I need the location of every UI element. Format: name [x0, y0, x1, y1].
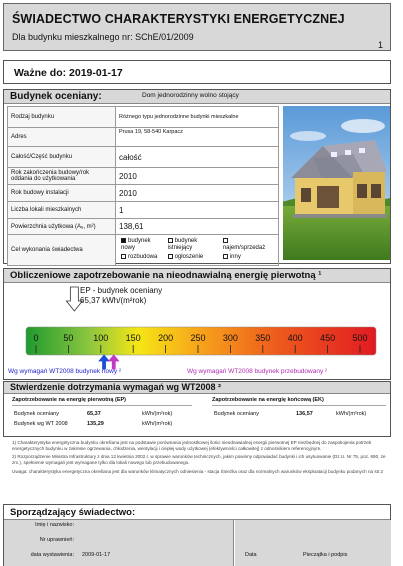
- ep-label-line1: EP - budynek oceniany: [80, 286, 163, 295]
- scale-tick-label: 300: [222, 333, 238, 343]
- wt-new-label: Wg wymagań WT2008 budynek nowy ²: [8, 368, 122, 375]
- purpose-option[interactable]: budynek nowy: [121, 238, 151, 252]
- scale-tick-label: 100: [93, 333, 109, 343]
- ek-column: [212, 395, 386, 419]
- row-value: 1: [116, 202, 279, 219]
- row-key: Rok zakończenia budowy/rok oddania do użytkowania: [8, 168, 116, 185]
- row-key: Liczba lokali mieszkalnych: [8, 202, 116, 219]
- scale-tick-label: 0: [33, 333, 39, 343]
- validity-box: [3, 60, 391, 84]
- author-date-value: 2009-01-17: [82, 552, 111, 558]
- row-key: Cel wykonania świadectwa: [8, 235, 116, 266]
- checkbox-icon: [223, 238, 228, 243]
- scale-tick-label: 250: [190, 333, 206, 343]
- row-key: Rok budowy instalacji: [8, 185, 116, 202]
- primary-energy-title: Obliczeniowe zapotrzebowanie na nieodnawialną energię pierwotną ¹: [10, 270, 322, 281]
- scale-tick-label: 200: [158, 333, 174, 343]
- author-section: [3, 504, 391, 566]
- ep-column-title: Zapotrzebowanie na energię pierwotną (EP): [12, 395, 192, 406]
- table-row: Budynek wg WT 2008 135,29 kWh/(m²rok): [14, 421, 173, 427]
- row-value: 2010: [116, 168, 279, 185]
- wt-arrows: [99, 355, 119, 369]
- table-row: [8, 128, 279, 147]
- table-row: Budynek oceniany 65,37 kWh/(m²rok): [14, 411, 173, 417]
- row-value: całość: [116, 147, 279, 168]
- primary-energy-section: [3, 268, 391, 380]
- scale-tick-label: 50: [63, 333, 74, 343]
- table-row: [8, 147, 279, 168]
- signature-stamp-label: Pieczątka i podpis: [303, 552, 348, 558]
- scale-tick-label: 150: [125, 333, 141, 343]
- row-key: Adres: [8, 128, 116, 147]
- footnotes: [12, 440, 390, 478]
- footnote: 2) Rozporządzenie Ministra Infrastruktury z dnia 12 kwietnia 2002 r. w sprawie warunków technicznych, jakim powinny odpowiadać budynki i ich usytuowanie (Dz.U. Nr 75, poz. 690, ze zm.), spełnienie wymagań jest wymagane tylko dla lokali nowego lub przebudowanego.: [12, 454, 386, 466]
- table-row: Budynek oceniany 136,57 kWh/(m²rok): [214, 411, 367, 417]
- row-value: Prusa 19, 58-540 Karpacz: [116, 128, 279, 147]
- scale-tick-label: 350: [255, 333, 271, 343]
- table-row: [8, 168, 279, 185]
- row-value: Różnego typu jednorodzinne budynki mieszkalne: [116, 107, 279, 128]
- building-type: Dom jednorodzinny wolno stojący: [142, 92, 239, 99]
- author-name-label: Imię i nazwisko:: [35, 522, 74, 528]
- scale-tick-label: 500: [352, 333, 368, 343]
- purpose-option[interactable]: inny: [223, 254, 273, 261]
- purpose-option[interactable]: ogłoszenie: [168, 254, 221, 261]
- ep-building-label: [80, 286, 162, 305]
- purpose-option[interactable]: najem/sprzedaż: [223, 238, 273, 252]
- purpose-options: [116, 235, 279, 266]
- table-row: [8, 219, 279, 235]
- row-value: 138,61: [116, 219, 279, 235]
- primary-energy-header: [4, 269, 390, 283]
- checkbox-checked-icon: [121, 238, 126, 243]
- compliance-title: Stwierdzenie dotrzymania wymagań wg WT2008 ²: [10, 382, 222, 392]
- author-details: [4, 520, 234, 566]
- signature-date-label: Data: [245, 552, 257, 558]
- table-row: [8, 107, 279, 128]
- row-key: Rodzaj budynku: [8, 107, 116, 128]
- checkbox-icon: [223, 254, 228, 259]
- ep-column: [12, 395, 192, 429]
- building-title: Budynek oceniany:: [10, 91, 102, 102]
- ep-label-line2: 65,37 kWh/(m²rok): [80, 295, 147, 305]
- author-permit-label: Nr uprawnień:: [39, 537, 74, 543]
- table-row: [8, 185, 279, 202]
- purpose-option[interactable]: budynek istniejący: [167, 238, 198, 252]
- checkbox-icon: [168, 254, 173, 259]
- page-title: ŚWIADECTWO CHARAKTERYSTYKI ENERGETYCZNEJ: [12, 12, 345, 26]
- validity-date: Ważne do: 2019-01-17: [14, 67, 123, 79]
- building-table: [7, 106, 279, 266]
- footnote: Uwaga: charakterystyka energetyczna określana jest dla warunków klimatycznych odniesienia - stacja Śnieżka oraz dla normalnych warunków eksploatacji budynku podanych na str.2: [12, 468, 384, 474]
- author-date-label: data wystawienia:: [30, 552, 74, 558]
- row-value: 2010: [116, 185, 279, 202]
- ek-column-title: Zapotrzebowanie na energię końcową (EK): [212, 395, 386, 406]
- scale-tick-label: 400: [287, 333, 303, 343]
- building-header: [4, 90, 390, 104]
- compliance-section: [3, 381, 391, 437]
- building-section: [3, 89, 391, 264]
- checkbox-icon: [168, 238, 173, 243]
- purpose-grid: [119, 236, 275, 264]
- table-row: [8, 202, 279, 219]
- energy-scale-chart: [4, 283, 390, 379]
- footnote: 1) Charakterystyka energetyczna budynku określana jest na podstawie porównania jednostkowej ilości nieodnawialnej energii pierwotnej EP niezbędnej do zaspokojenia potrzeb energetycznych budynku w zakresie ogrzewania, chłodzenia, wentylacji i ciepłej wody użytkowej (efektywności całkowitej) z odnośnikiem referencyjnym.: [12, 440, 372, 451]
- row-key: Całość/Część budynku: [8, 147, 116, 168]
- house-photo: [283, 106, 390, 260]
- author-header: [4, 505, 390, 520]
- purpose-option[interactable]: rozbudowa: [121, 254, 166, 261]
- certificate-number: Dla budynku mieszkalnego nr: SChE/01/2009: [12, 32, 194, 42]
- author-title: Sporządzający świadectwo:: [10, 507, 136, 518]
- wt-rebuilt-label: Wg wymagań WT2008 budynek przebudowany ²: [187, 368, 328, 375]
- signature-area: [235, 520, 391, 566]
- scale-tick-label: 450: [320, 333, 336, 343]
- compliance-header: [4, 382, 390, 394]
- row-key: Powierzchnia użytkowa (Aᵤ, m²): [8, 219, 116, 235]
- wt-rebuilt-arrow-icon: [109, 355, 119, 369]
- wt-new-arrow-icon: [99, 355, 109, 369]
- checkbox-icon: [121, 254, 126, 259]
- certificate-header: [3, 3, 391, 51]
- page-number: 1: [377, 40, 383, 50]
- table-row: [8, 235, 279, 266]
